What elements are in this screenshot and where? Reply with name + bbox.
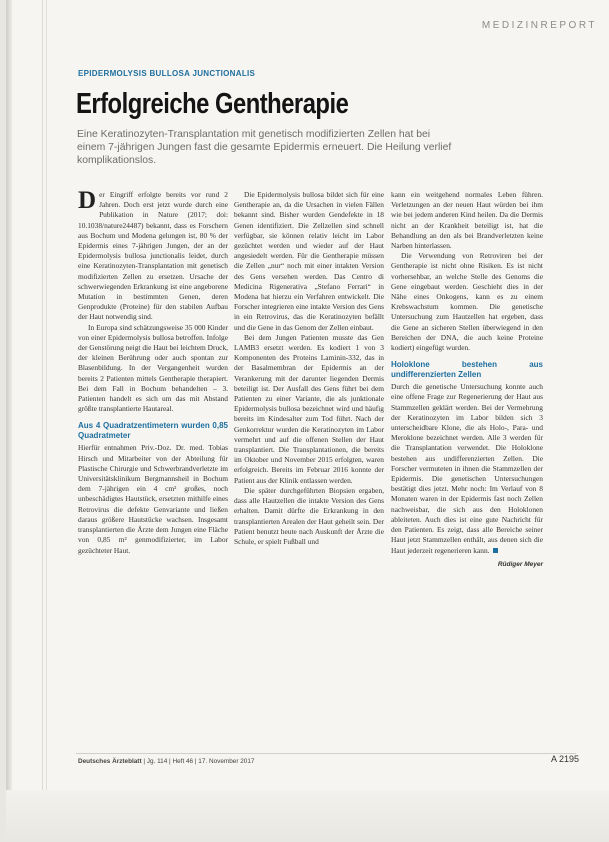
paragraph: Die Verwendung von Retroviren bei der Gentherapie ist nicht ohne Risiken. Es ist nicht vorhersehbar, an welche Stelle des Genoms die Gene eingebaut werden. Geschieht dies in der Nähe eines Onkogens, kann es zu einem Krebswachstum kommen. Die genetische Untersuchung zum Hautzellen hat ergeben, dass die Gene an sicheren Stellen überwiegend in den Bereichen der DNA, die auch keine Proteine kodiert) eingefügt wurden.: [391, 251, 543, 353]
scan-edge: [6, 0, 12, 842]
paragraph: kann ein weitgehend normales Leben führen. Verletzungen an der neuen Haut würden bei ihm wie bei jedem anderen Kind heilen. Da die Dermis nicht an der Krankheit beteiligt ist, hat die Behandlung an den als bei Brandverletzten keine Narben hinterlassen.: [391, 190, 543, 251]
paragraph: [78, 187, 228, 323]
paragraph: Hierfür entnahmen Priv.-Doz. Dr. med. Tobias Hirsch und Mitarbeiter von der Abteilung für Plastische Chirurgie und Schwerbrandverletzte im Universitätsklinikum Bergmannsheil in Bochum dem 7-jährigen ein 4 cm² großes, noch unbeschädigtes Hautstück, ersetzten mithilfe eines Retrovirus die defekte Genvariante und ließen daraus größere Hautstücke wachsen. Insgesamt transplantierten die Ärzte dem Jungen eine Fläche von 0,85 m² genmodifizierter, im Labor gezüchteter Haut.: [78, 443, 228, 555]
drop-cap: D: [78, 187, 97, 214]
footer-rule: [76, 753, 576, 754]
paragraph: In Europa sind schätzungsweise 35 000 Kinder von einer Epidermolysis bullosa betroffen. Infolge der Genstörung neigt die Haut bei leichtem Druck, der kleinen Berührung oder auch spontan zur Blasenbildung. In der Vergangenheit wurden bereits 2 Patienten mittels Gentherapie therapiert. Bei dem Fall in Bochum behandelten – 3. Patienten handelt es sich um das mit Abstand größte transplantierte Hautareal.: [78, 322, 228, 414]
author-signature: Rüdiger Meyer: [497, 560, 543, 568]
fold-line: [42, 0, 43, 842]
article-kicker: EPIDERMOLYSIS BULLOSA JUNCTIONALIS: [78, 69, 256, 78]
paragraph: Die später durchgeführten Biopsien ergaben, dass alle Hautzellen die intakte Version des Gens erhalten. Damit dürfte die Erkrankung in den transplantierten Arealen der Haut geheilt sein. Der Patient benutzt heute nach Auskunft der Ärzte die Schule, er spielt Fußball und: [234, 485, 384, 546]
paragraph-text: er Eingriff erfolgte bereits vor rund 2 Jahren. Doch erst jetzt wurde durch eine Publikation in Nature (2017; doi: 10.1038/nature24487) bekannt, dass es Forschern aus Bochum und Modena gelungen ist, 80 % der Epidermis eines 7-jährigen Jungen, der an der Epidermolysis bullosa junctionalis leidet, durch eine Keratinozyten-Transplantation mit genetisch modifizierten Zellen zu ersetzen. Ursache der schwerwiegenden Erkrankung ist eine angeborene Mutation in bestimmten Genen, deren Genprodukte (Proteine) für den stabilen Aufbau der Haut notwendig sind.: [78, 190, 228, 322]
article-lead: Eine Keratinozyten-Transplantation mit genetisch modifizierten Zellen hat bei einem 7-jährigen Jungen fast die gesamte Epidermis erneuert. Die Heilung verlief komplikationslos.: [77, 129, 452, 166]
magazine-page: [6, 0, 609, 842]
paragraph: Bei dem Jungen Patienten musste das Gen LAMB3 ersetzt werden. Es kodiert 1 von 3 Komponenten des Proteins Laminin-332, das in der Basalmembran der Epidermis an der Verankerung mit der darunter liegenden Dermis beteiligt ist. Der Ausfall des Gens führt bei dem Patienten zu einer Variante, die als junktionale Epidermolysis bullosa bezeichnet wird und häufig bereits im Kindesalter zum Tod führt. Nach der Genkorrektur wurden die Keratinozyten im Labor vermehrt und auf die offenen Stellen der Haut transplantiert. Die Transplantationen, die bereits im Oktober und November 2015 erfolgten, waren erfolgreich. Bereits im Februar 2016 konnte der Patient aus der Klinik entlassen werden.: [234, 332, 384, 485]
article-headline: Erfolgreiche Gentherapie: [76, 88, 349, 120]
subheading: Aus 4 Quadratzentimetern wurden 0,85 Quadratmeter: [78, 421, 228, 441]
text-column-2: [234, 190, 384, 547]
section-rubric: MEDIZINREPORT: [481, 20, 597, 31]
paragraph: [391, 382, 543, 555]
subheading: Holoklone bestehen aus undifferenzierten Zellen: [391, 360, 543, 380]
paragraph-text: Durch die genetische Untersuchung konnte auch eine offene Frage zur Regenerierung der Haut aus Stammzellen geklärt werden. Bei der Vermehrung der Keratinozyten im Labor bilden sich 3 unterscheidbare Klone, die als Holo-, Para- und Meroklone bezeichnet werden. Alle 3 werden für die Transplantation verwendet. Die Holoklone bestehen aus undifferenzierten Zellen. Die Forscher vermuteten in ihnen die Stammzellen der Epidermis. Die genetischen Untersuchungen bestätigt dies jetzt. Mehr noch: Im Verlauf von 8 Monaten waren in der Epidermis fast noch Zellen nachweisbar, die sich aus den Holoklonen ableiteten. Auch dies ist eine gute Nachricht für den Patienten. Es zeigt, dass alle Bereiche seiner Haut jetzt Stammzellen enthält, aus denen sich die Haut jederzeit regenerieren kann.: [391, 382, 543, 555]
footer: [78, 758, 254, 765]
end-mark-icon: [493, 548, 498, 553]
publication-name: Deutsches Ärzteblatt: [78, 758, 142, 765]
text-column-1: [78, 187, 228, 556]
paragraph: Die Epidermolysis bullosa bildet sich für eine Gentherapie an, da die Ursachen in vielen Fällen bekannt sind. Bisher wurden Gendefekte in 18 Genen identifiziert. Die Zellzellen sind schnell verfügbar, sie können relativ leicht im Labor gezüchtet werden und wieder auf der Haut angesiedelt werden. Für die Gentherapie müssen die Zellen „nur“ noch mit einer intakten Version des Gens versehen werden. Das Centro di Medicina Rigenerativa „Stefano Ferrari“ in Modena hat hierzu ein Verfahren entwickelt. Die Forscher integrieren eine intakte Version des Gens in ein Retrovirus, das die Keratinozyten befällt und die Gene in das Genom der Zellen einbaut.: [234, 190, 384, 332]
issue-details: | Jg. 114 | Heft 46 | 17. November 2017: [143, 758, 255, 765]
fold-line-secondary: [46, 0, 47, 842]
page-number: A 2195: [550, 754, 579, 764]
text-column-3: [391, 190, 543, 570]
bottom-shade: [6, 790, 609, 842]
